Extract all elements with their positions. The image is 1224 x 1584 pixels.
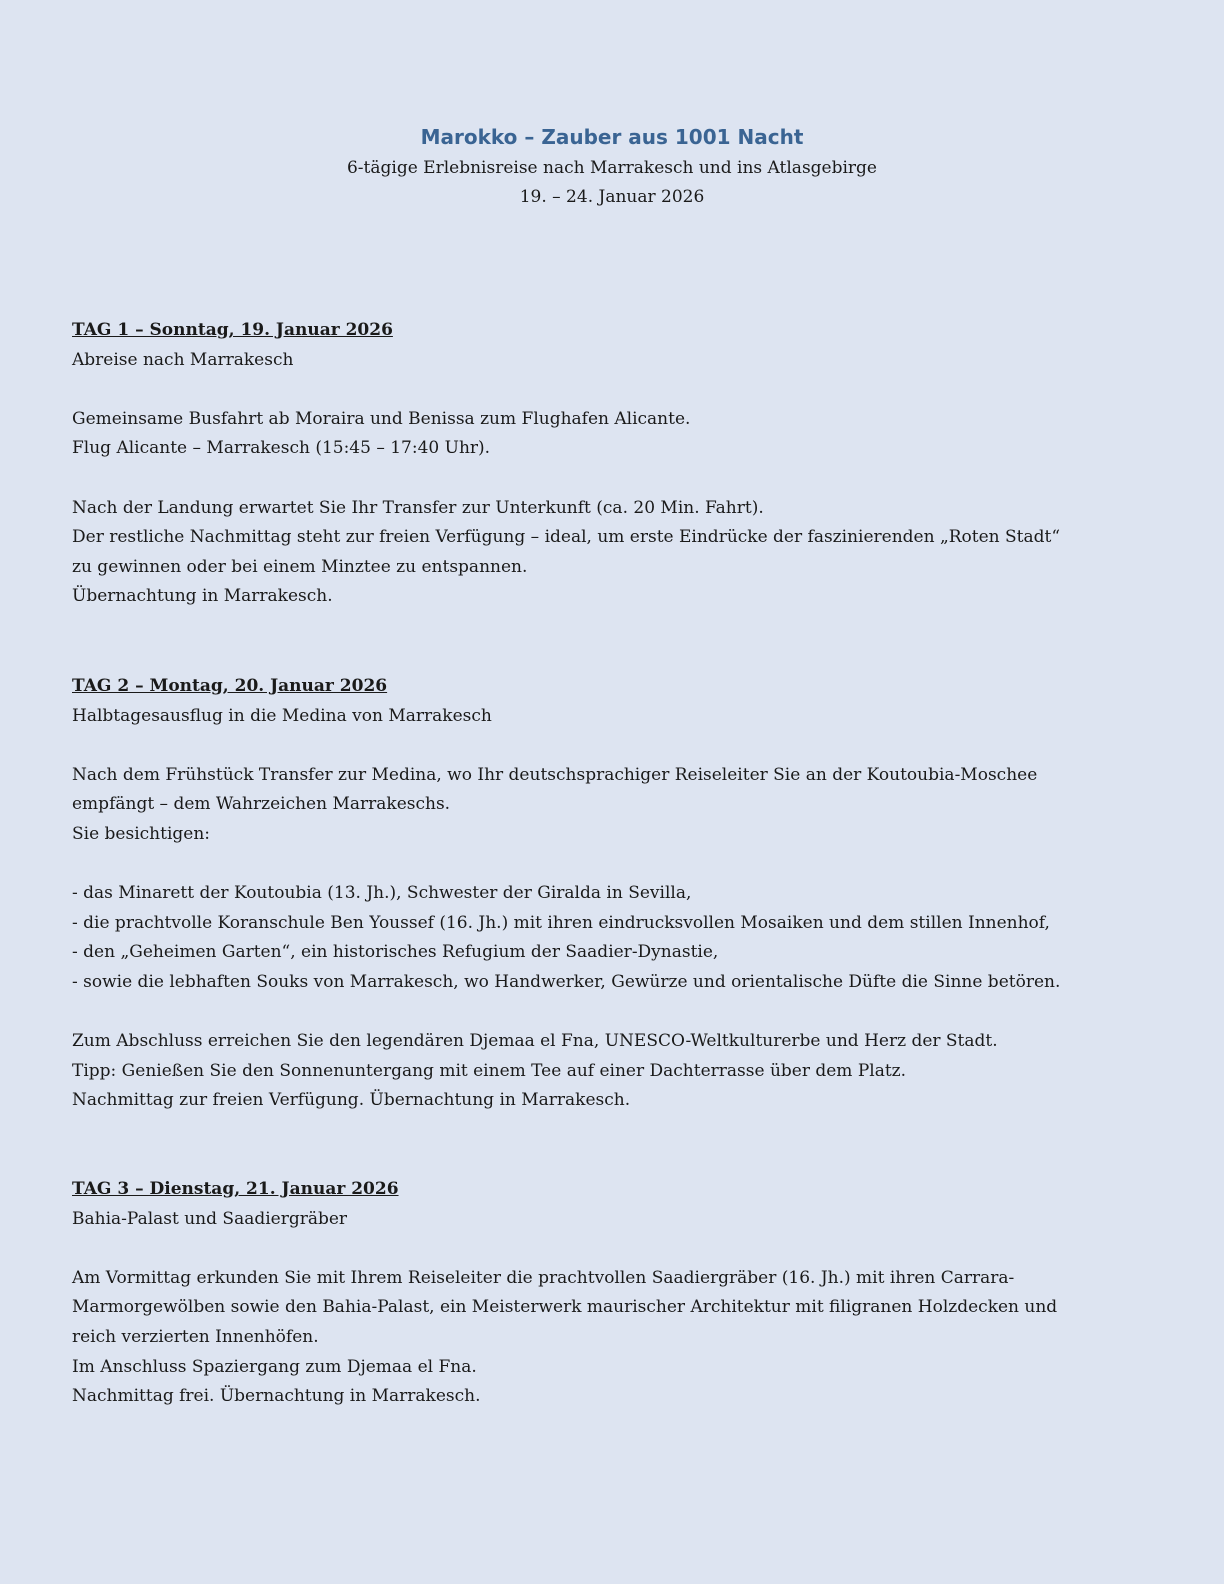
paragraph-line: Im Anschluss Spaziergang zum Djemaa el Fna. bbox=[72, 1356, 477, 1377]
day-section-1 bbox=[72, 316, 1162, 612]
document-header bbox=[0, 120, 1224, 212]
spacer bbox=[72, 375, 1162, 405]
day-title: Halbtagesausflug in die Medina von Marrakesch bbox=[72, 705, 492, 726]
paragraph-line: Flug Alicante – Marrakesch (15:45 – 17:40 Uhr). bbox=[72, 438, 491, 459]
list-item: - den „Geheimen Garten“, ein historisches Refugium der Saadier-Dynastie, bbox=[72, 942, 719, 963]
spacer bbox=[72, 464, 1162, 494]
day-heading: TAG 2 – Montag, 20. Januar 2026 bbox=[72, 676, 388, 696]
day-section-3 bbox=[72, 1175, 1162, 1412]
paragraph-line: Gemeinsame Busfahrt ab Moraira und Benissa zum Flughafen Alicante. bbox=[72, 408, 691, 429]
paragraph-line: Nachmittag zur freien Verfügung. Übernachtung in Marrakesch. bbox=[72, 1090, 631, 1111]
day-title: Bahia-Palast und Saadiergräber bbox=[72, 1208, 348, 1229]
paragraph-line: Nach dem Frühstück Transfer zur Medina, wo Ihr deutschsprachiger Reiseleiter Sie an der Koutoubia-Moschee bbox=[72, 764, 1038, 785]
paragraph-line: Tipp: Genießen Sie den Sonnenuntergang mit einem Tee auf einer Dachterrasse über dem Platz. bbox=[72, 1060, 907, 1081]
paragraph-line: Nachmittag frei. Übernachtung in Marrakesch. bbox=[72, 1386, 481, 1407]
paragraph-line: Sie besichtigen: bbox=[72, 823, 211, 844]
document-subtitle: 6-tägige Erlebnisreise nach Marrakesch und ins Atlasgebirge bbox=[346, 158, 877, 178]
day-section-2 bbox=[72, 672, 1162, 1116]
document-title: Marokko – Zauber aus 1001 Nacht bbox=[420, 125, 804, 149]
paragraph-line: Der restliche Nachmittag steht zur freien Verfügung – ideal, um erste Eindrücke der faszinierenden „Roten Stadt“ bbox=[72, 527, 1061, 548]
paragraph-line: Zum Abschluss erreichen Sie den legendären Djemaa el Fna, UNESCO-Weltkulturerbe und Herz der Stadt. bbox=[72, 1031, 998, 1052]
spacer bbox=[72, 731, 1162, 761]
travel-dates: 19. – 24. Januar 2026 bbox=[519, 187, 705, 207]
paragraph-line: reich verzierten Innenhöfen. bbox=[72, 1326, 319, 1347]
paragraph-line: Nach der Landung erwartet Sie Ihr Transfer zur Unterkunft (ca. 20 Min. Fahrt). bbox=[72, 497, 764, 518]
list-item: - das Minarett der Koutoubia (13. Jh.), Schwester der Giralda in Sevilla, bbox=[72, 883, 692, 904]
spacer bbox=[72, 998, 1162, 1028]
list-item: - sowie die lebhaften Souks von Marrakesch, wo Handwerker, Gewürze und orientalische Düfte die Sinne betören. bbox=[72, 971, 1061, 992]
spacer bbox=[72, 850, 1162, 880]
paragraph-line: Marmorgewölben sowie den Bahia-Palast, ein Meisterwerk maurischer Architektur mit filigranen Holzdecken und bbox=[72, 1297, 1058, 1318]
list-item: - die prachtvolle Koranschule Ben Youssef (16. Jh.) mit ihren eindrucksvollen Mosaiken und dem stillen Innenhof, bbox=[72, 912, 1050, 933]
day-title: Abreise nach Marrakesch bbox=[72, 349, 294, 370]
day-heading: TAG 1 – Sonntag, 19. Januar 2026 bbox=[72, 320, 393, 340]
paragraph-line: Übernachtung in Marrakesch. bbox=[72, 586, 333, 607]
paragraph-line: empfängt – dem Wahrzeichen Marrakeschs. bbox=[72, 794, 451, 815]
day-heading: TAG 3 – Dienstag, 21. Januar 2026 bbox=[72, 1179, 399, 1199]
spacer bbox=[72, 1234, 1162, 1264]
paragraph-line: Am Vormittag erkunden Sie mit Ihrem Reiseleiter die prachtvollen Saadiergräber (16. Jh.) mit ihren Carrara- bbox=[72, 1267, 1015, 1288]
paragraph-line: zu gewinnen oder bei einem Minztee zu entspannen. bbox=[72, 556, 528, 577]
